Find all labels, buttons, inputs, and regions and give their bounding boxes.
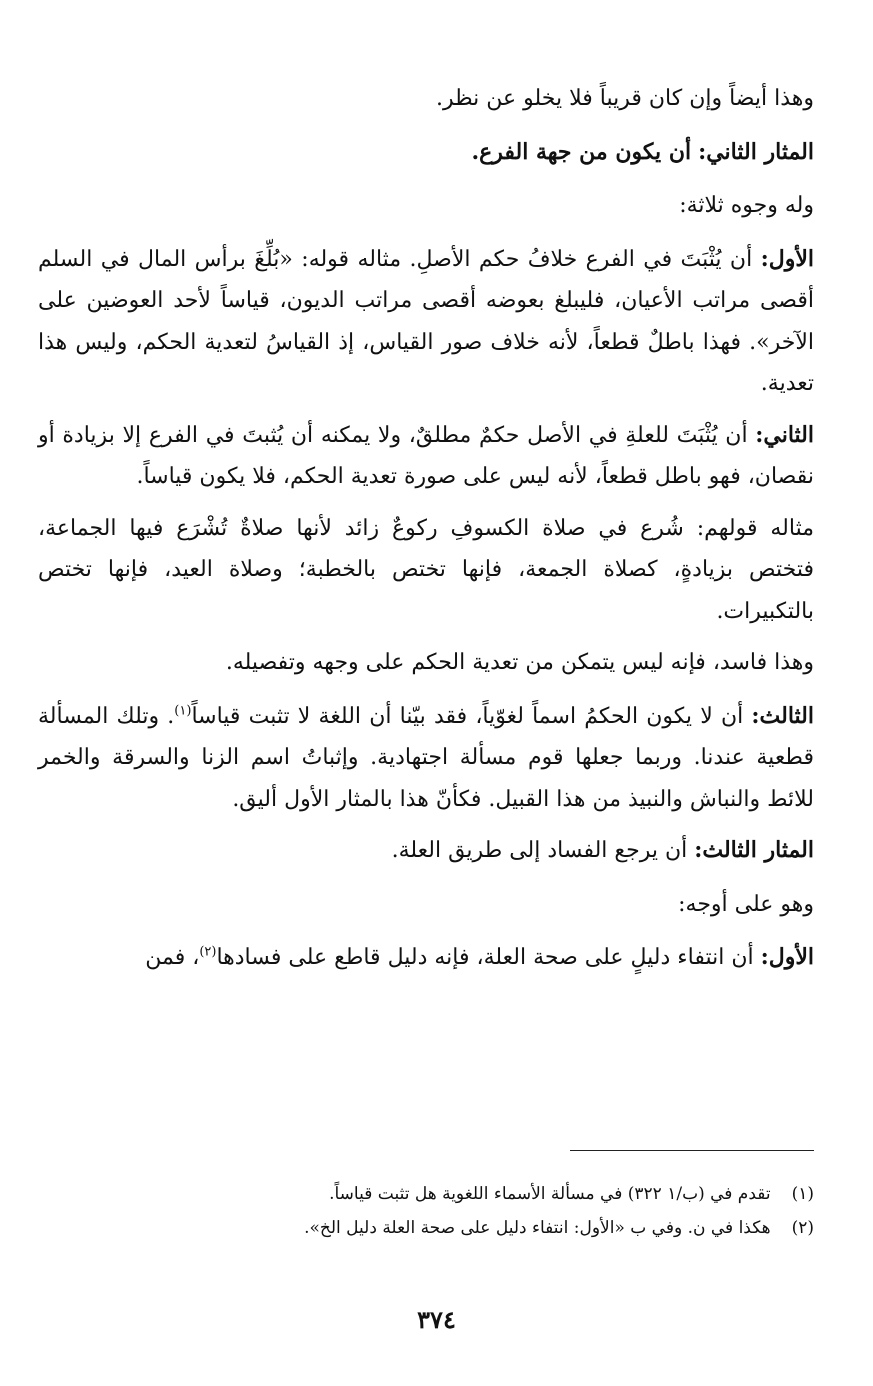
section-heading-third-text: أن يرجع الفساد إلى طريق العلة.: [391, 838, 688, 863]
aspect-text-second: أن يُثْبَتَ للعلةِ في الأصل حكمٌ مطلقٌ، ولا يمكنه أن يُثبتَ في الفرع إلا بزيادة أو نقصان، فهو باطل قطعاً، لأنه ليس على صورة تعدية الحكم، فلا يكون قياساً.: [38, 422, 814, 489]
aspect-label-third: الثالث:: [751, 702, 814, 729]
paragraph-7-text: وهذا فاسد، فإنه ليس يتمكن من تعدية الحكم على وجهه وتفصيله.: [225, 650, 814, 675]
way-text-first-a: أن انتفاء دليلٍ على صحة العلة، فإنه دليل قاطع على فسادها: [216, 945, 754, 970]
aspect-label-second: الثاني:: [755, 421, 814, 448]
paragraph-3-text: وله وجوه ثلاثة:: [679, 193, 814, 218]
paragraph-7: [38, 642, 814, 684]
paragraph-third-aspect: [38, 696, 814, 821]
footnote-2-text: هكذا في ن. وفي ب «الأول: انتفاء دليل على صحة العلة دليل الخ».: [304, 1218, 771, 1238]
footnote-1: [38, 1177, 814, 1211]
paragraph-second-aspect: [38, 415, 814, 498]
footnote-divider: [570, 1150, 814, 1151]
paragraph-first-way: [38, 937, 814, 979]
section-heading-second-cause: [38, 132, 814, 174]
paragraph-example: [38, 508, 814, 633]
paragraph-first-aspect: [38, 239, 814, 405]
footnote-1-number: (١): [791, 1184, 814, 1204]
page-body: [38, 78, 814, 989]
footnote-2-number: (٢): [791, 1218, 814, 1238]
section-heading-third-label: المثار الثالث:: [694, 837, 814, 863]
aspect-label-first: الأول:: [760, 245, 814, 272]
section-heading-third-cause: [38, 830, 814, 872]
footnote-ref-1[interactable]: (١): [174, 703, 192, 719]
aspect-text-third-b: . وتلك المسألة قطعية عندنا. وربما جعلها قوم مسألة اجتهادية. وإثباتُ اسم الزنا والسرقة والخمر للائط والنباش والنبيذ من هذا القبيل. فكأنّ هذا بالمثار الأول أليق.: [38, 703, 814, 812]
aspect-text-first: أن يُثْبَتَ في الفرع خلافُ حكم الأصلِ. مثاله قوله: «بُلِّغَ برأس المال في السلم أقصى مراتب الأعيان، فليبلغ بعوضه أقصى مراتب الديون، قياساً لأحد العوضين على الآخر». فهذا باطلٌ قطعاً، لأنه خلاف صور القياس، إذ القياسُ لتعدية الحكم، وليس هذا تعدية.: [38, 246, 814, 396]
paragraph-10-text: وهو على أوجه:: [678, 891, 814, 917]
footnote-1-text: تقدم في (ب/١ ٣٢٢) في مسألة الأسماء اللغوية هل تثبت قياساً.: [329, 1184, 771, 1204]
way-text-first-b: ، فمن: [145, 945, 200, 970]
footnote-2: [38, 1211, 814, 1245]
example-text: مثاله قولهم: شُرع في صلاة الكسوفِ ركوعٌ زائد لأنها صلاةٌ تُشْرَع فيها الجماعة، فتختص بزيادةٍ، كصلاة الجمعة، فإنها تختص بالخطبة؛ وصلاة العيد، فإنها تختص بالتكبيرات.: [38, 515, 814, 624]
paragraph-10: [38, 884, 814, 926]
footnotes: [38, 1150, 814, 1245]
section-heading-label: المثار الثاني:: [698, 138, 814, 165]
aspect-text-third-a: أن لا يكون الحكمُ اسماً لغوّياً، فقد بيّنا أن اللغة لا تثبت قياساً: [191, 703, 744, 729]
footnote-ref-2[interactable]: (٢): [199, 944, 217, 960]
page-number: ٣٧٤: [417, 1305, 456, 1334]
paragraph-1: [38, 78, 814, 120]
paragraph-3: [38, 185, 814, 227]
way-label-first: الأول:: [760, 944, 814, 970]
paragraph-1-text: وهذا أيضاً وإن كان قريباً فلا يخلو عن نظر.: [436, 86, 814, 111]
section-heading-text: أن يكون من جهة الفرع.: [471, 138, 692, 165]
